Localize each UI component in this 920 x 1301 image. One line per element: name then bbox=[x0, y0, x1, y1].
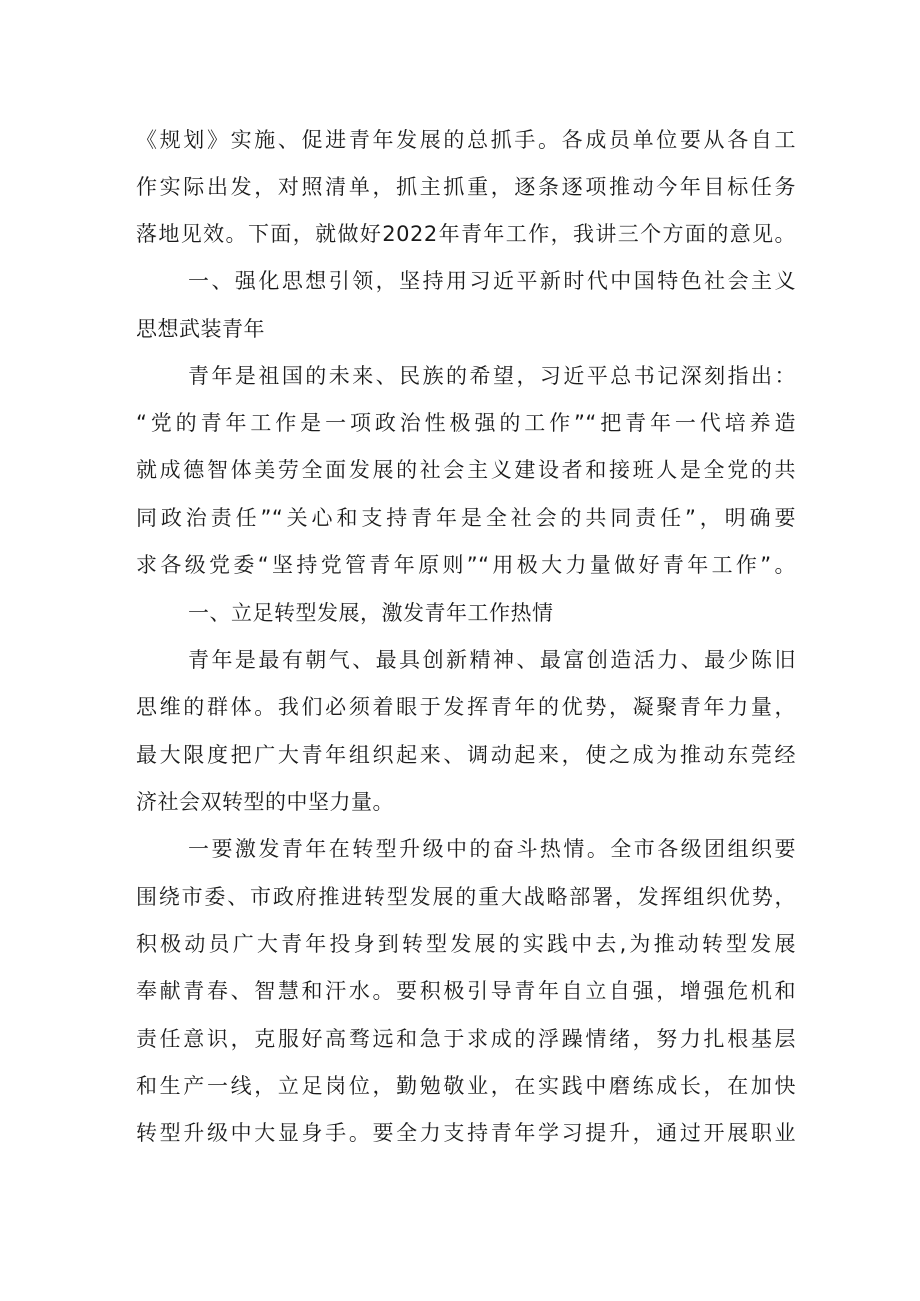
text-line-13: 思维的群体。我们必须着眼于发挥青年的优势，凝聚青年力量， bbox=[136, 695, 796, 719]
text-line-19: 奉献青春、智慧和汗水。要积极引导青年自立自强，增强危机和 bbox=[136, 979, 796, 1003]
text-line-8: 就成德智体美劳全面发展的社会主义建设者和接班人是全党的共 bbox=[136, 458, 796, 482]
text-line-7: “党的青年工作是一项政治性极强的工作”“把青年一代培养造 bbox=[136, 411, 796, 435]
text-line-9: 同政治责任”“关心和支持青年是全社会的共同责任”，明确要 bbox=[136, 506, 796, 530]
text-line-17: 围绕市委、市政府推进转型发展的重大战略部署，发挥组织优势， bbox=[136, 885, 796, 909]
text-line-1: 《规划》实施、促进青年发展的总抓手。各成员单位要从各自工 bbox=[136, 128, 796, 152]
heading-line-1: 一、强化思想引领，坚持用习近平新时代中国特色社会主义 bbox=[188, 269, 796, 293]
text-line-22: 转型升级中大显身手。要全力支持青年学习提升，通过开展职业 bbox=[136, 1121, 796, 1145]
text-line-15: 济社会双转型的中坚力量。 bbox=[136, 790, 394, 814]
text-line-2: 作实际出发，对照清单，抓主抓重，逐条逐项推动今年目标任务 bbox=[136, 175, 796, 199]
heading-line-2: 思想武装青年 bbox=[136, 317, 265, 341]
text-line-16: 一要激发青年在转型升级中的奋斗热情。全市各级团组织要 bbox=[188, 837, 796, 861]
text-line-10: 求各级党委“坚持党管青年原则”“用极大力量做好青年工作”。 bbox=[136, 553, 796, 577]
text-line-21: 和生产一线，立足岗位，勤勉敬业，在实践中磨练成长，在加快 bbox=[136, 1074, 796, 1098]
text-line-3: 落地见效。下面，就做好2022年青年工作，我讲三个方面的意见。 bbox=[136, 222, 796, 246]
text-line-6: 青年是祖国的未来、民族的希望，习近平总书记深刻指出： bbox=[188, 364, 796, 388]
text-line-18: 积极动员广大青年投身到转型发展的实践中去,为推动转型发展 bbox=[136, 932, 796, 956]
text-line-14: 最大限度把广大青年组织起来、调动起来，使之成为推动东莞经 bbox=[136, 743, 796, 767]
text-line-20: 责任意识，克服好高骛远和急于求成的浮躁情绪，努力扎根基层 bbox=[136, 1027, 796, 1051]
text-line-12: 青年是最有朝气、最具创新精神、最富创造活力、最少陈旧 bbox=[188, 648, 796, 672]
heading-line-3: 一、立足转型发展，激发青年工作热情 bbox=[188, 601, 554, 625]
